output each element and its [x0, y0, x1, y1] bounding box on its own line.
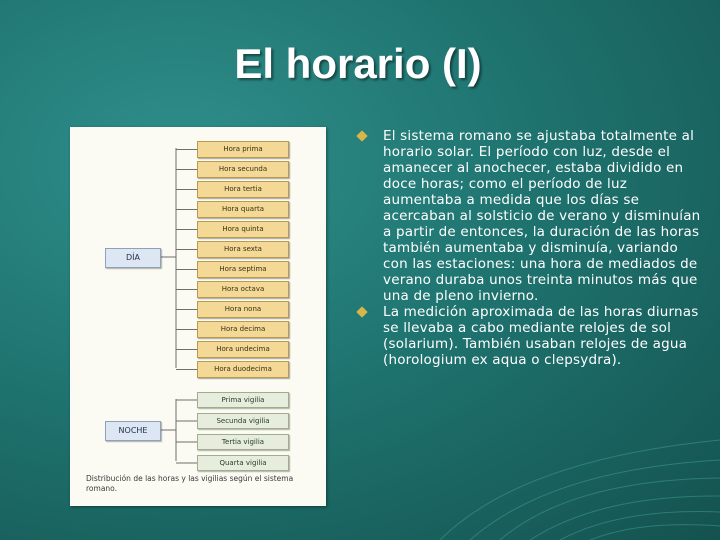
hour-box: Hora undecima	[197, 341, 289, 358]
hour-box: Hora nona	[197, 301, 289, 318]
hour-box: Hora prima	[197, 141, 289, 158]
vigil-box: Prima vigilia	[197, 392, 289, 408]
bullet-list	[356, 128, 706, 368]
category-dia: DÍA	[105, 248, 161, 268]
hour-box: Hora octava	[197, 281, 289, 298]
vigil-box: Quarta vigilia	[197, 455, 289, 471]
bullet-item	[356, 128, 706, 304]
diamond-bullet-icon	[356, 306, 367, 317]
hour-box: Hora quinta	[197, 221, 289, 238]
diamond-bullet-icon	[356, 130, 367, 141]
hour-box: Hora sexta	[197, 241, 289, 258]
hour-box: Hora duodecima	[197, 361, 289, 378]
bullet-text: La medición aproximada de las horas diurnas se llevaba a cabo mediante relojes de sol (solarium). También usaban relojes de agua (horologium ex aqua o clepsydra).	[383, 304, 699, 368]
figure-caption: Distribución de las horas y las vigilias según el sistema romano.	[86, 474, 294, 493]
roman-hours-diagram	[70, 127, 326, 506]
decorative-curves	[400, 420, 720, 540]
hour-box: Hora quarta	[197, 201, 289, 218]
hour-box: Hora tertia	[197, 181, 289, 198]
hour-box: Hora decima	[197, 321, 289, 338]
category-noche: NOCHE	[105, 421, 161, 441]
hour-box: Hora septima	[197, 261, 289, 278]
hour-box: Hora secunda	[197, 161, 289, 178]
bullet-text: El sistema romano se ajustaba totalmente al horario solar. El período con luz, desde el amanecer al anochecer, estaba dividido en doce horas; como el período de luz aumentaba a medida que los días se acercaban al solsticio de verano y disminuían a partir de entonces, la duración de las horas también aumentaba y disminuía, variando con las estaciones: una hora de mediados de verano duraba unos treinta minutos más que una de pleno invierno.	[383, 128, 701, 304]
slide-title: El horario (I)	[234, 40, 482, 87]
bullet-item	[356, 304, 706, 368]
vigil-box: Tertia vigilia	[197, 434, 289, 450]
vigil-box: Secunda vigilia	[197, 413, 289, 429]
